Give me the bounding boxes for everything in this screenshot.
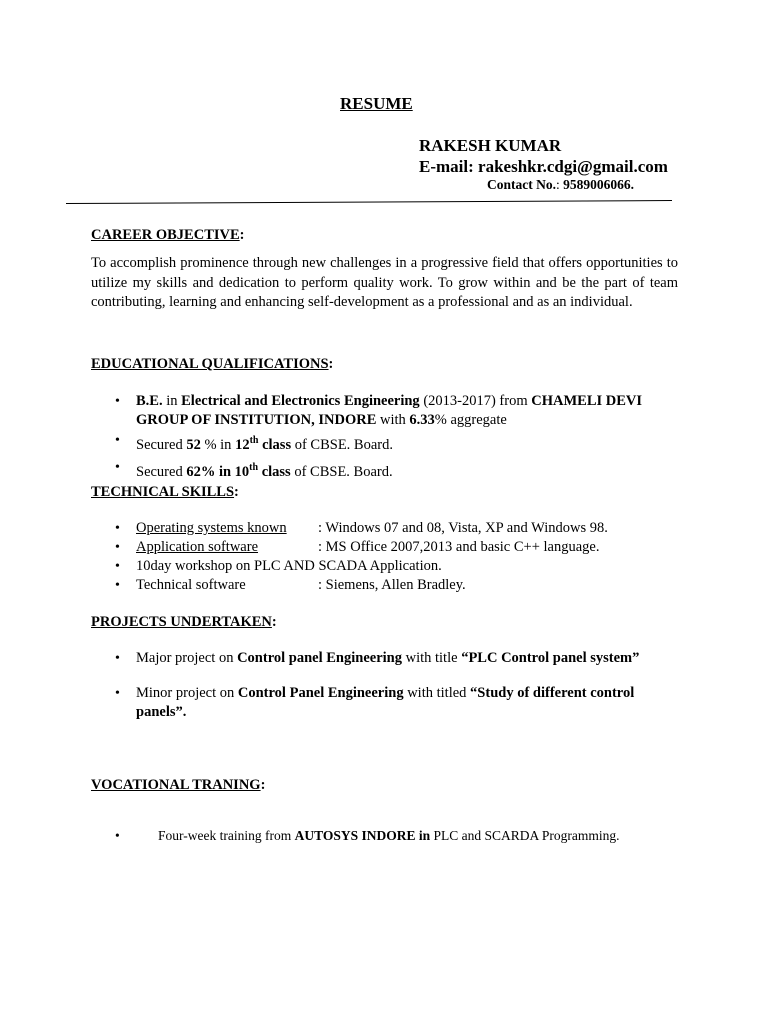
degree: B.E.: [136, 393, 163, 409]
email-address[interactable]: rakeshkr.cdgi@gmail.com: [478, 157, 668, 176]
text: Secured: [136, 463, 187, 480]
skills-list: [91, 519, 691, 595]
text: with: [376, 412, 410, 428]
text: with titled: [403, 685, 471, 701]
career-heading-text: CAREER OBJECTIVE: [91, 227, 240, 243]
text: Secured: [136, 436, 187, 453]
list-item: [91, 538, 691, 557]
training-org: AUTOSYS INDORE in: [294, 828, 431, 843]
resume-title: RESUME: [340, 94, 413, 113]
contact-separator: :: [556, 177, 564, 192]
score: 6.33: [409, 412, 435, 428]
skill-label: Application software: [136, 539, 259, 555]
project-topic: Control panel Engineering: [237, 650, 402, 666]
text: with title: [401, 650, 462, 666]
class-word: class: [258, 463, 291, 480]
project-title: “Study of different control panels”.: [136, 685, 635, 720]
projects-heading-text: PROJECTS UNDERTAKEN: [91, 614, 272, 630]
email-line: [419, 157, 668, 177]
years: (2013-2017) from: [419, 393, 532, 409]
list-item: [91, 557, 691, 576]
contact-number: 9589006066.: [563, 177, 635, 192]
skill-value: : MS Office 2007,2013 and basic C++ language.: [318, 539, 600, 555]
text: of CBSE. Board.: [291, 436, 393, 453]
branch: Electrical and Electronics Engineering: [181, 393, 420, 409]
list-item: [91, 392, 681, 430]
vocational-text: [158, 828, 620, 844]
bullet: •: [115, 828, 120, 843]
candidate-name: RAKESH KUMAR: [419, 136, 562, 155]
text: in: [162, 393, 182, 409]
percentage: 62% in 10: [186, 463, 250, 480]
education-list: [91, 392, 681, 484]
list-item: [91, 519, 691, 538]
skill-value: : Windows 07 and 08, Vista, XP and Windows 98.: [318, 520, 608, 536]
list-item: [91, 576, 691, 595]
project-title: “PLC Control panel system”: [461, 650, 640, 666]
email-label: E-mail:: [419, 157, 479, 176]
college: CHAMELI DEVI GROUP OF INSTITUTION, INDORE: [136, 393, 643, 428]
text: Four-week training from: [158, 828, 295, 843]
text: of CBSE. Board.: [290, 463, 393, 480]
projects-heading-colon: :: [271, 614, 277, 630]
text: Major project on: [136, 650, 238, 666]
education-heading-colon: :: [328, 356, 334, 372]
projects-list: [91, 649, 681, 722]
text: Minor project on: [136, 685, 238, 701]
career-objective-heading: [91, 227, 245, 244]
vocational-heading: [91, 777, 265, 794]
text: PLC and SCARDA Programming.: [430, 828, 620, 843]
list-item: [91, 456, 681, 484]
vocational-heading-colon: :: [260, 777, 266, 793]
career-heading-colon: :: [239, 227, 245, 243]
skill-label: Technical software: [136, 577, 246, 593]
text: % aggregate: [434, 412, 507, 428]
skill-label: Operating systems known: [136, 520, 287, 536]
superscript: th: [249, 435, 259, 446]
header-divider: [66, 200, 672, 204]
superscript: th: [249, 461, 259, 473]
text: % in: [200, 436, 236, 453]
technical-skills-heading: [91, 484, 239, 501]
class-word: class: [258, 436, 292, 453]
list-item: [91, 684, 681, 722]
projects-heading: [91, 614, 277, 631]
career-objective-text: To accomplish prominence through new challenges in a progressive field that offers opportunities to utilize my skills and dedication to perform quality work. To grow within and be the part of team contributing, learning and enhancing self-development as a professional and as an individual.: [91, 255, 678, 310]
list-item: [91, 430, 681, 456]
contact-label: Contact No.: [487, 177, 556, 192]
list-item: [91, 649, 681, 668]
percentage: 52: [186, 436, 201, 453]
class-number: 12: [235, 436, 250, 453]
vocational-heading-text: VOCATIONAL TRANING: [91, 777, 261, 793]
skill-label: 10day workshop on PLC AND SCADA Application.: [136, 558, 442, 574]
contact-line: [487, 177, 634, 193]
skill-value: : Siemens, Allen Bradley.: [318, 577, 466, 593]
skills-heading-colon: :: [234, 484, 239, 500]
education-heading-text: EDUCATIONAL QUALIFICATIONS: [91, 356, 329, 372]
skills-heading-text: TECHNICAL SKILLS: [91, 484, 235, 500]
project-topic: Control Panel Engineering: [237, 685, 404, 701]
education-heading: [91, 356, 333, 373]
